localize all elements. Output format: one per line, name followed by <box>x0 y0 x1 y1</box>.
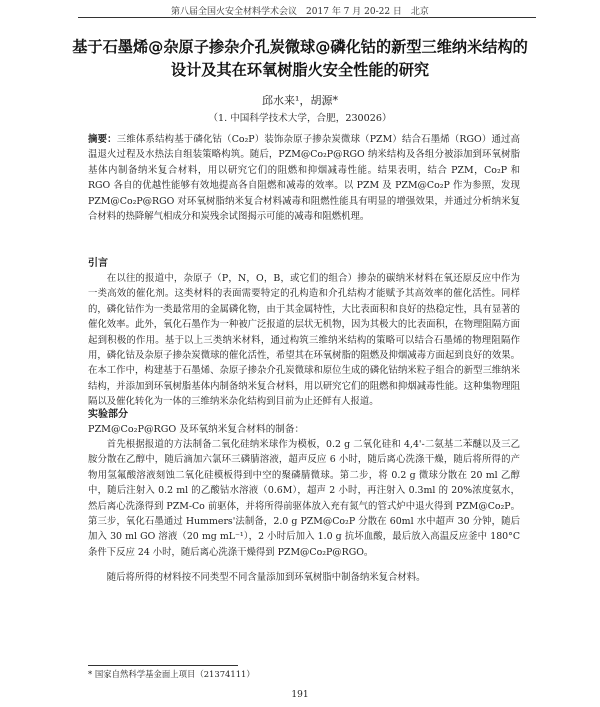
title-line-1: 基于石墨烯@杂原子掺杂介孔炭微球@磷化钴的新型三维纳米结构的 <box>72 38 528 56</box>
abstract-text: 三维体系结构基于磷化钴（Co₂P）装饰杂原子掺杂炭微球（PZM）结合石墨烯（RGO）通过高温退火过程及水热法自组装策略构筑。随后，PZM@Co₂P@RGO 纳米结构及各组分被添加到环氧树脂基体内制备纳米复合材料，用以研究它们的阻燃和抑烟减毒性能。结果表明，结合 PZM，Co₂P 和 RGO 各自的优越性能够有效地提高各自阻燃和减毒的效率。以 PZM 及 PZM@Co₂P 作为参照，发现 PZM@Co₂P@RGO 对环氧树脂纳米复合材料减毒和阻燃性能具有明显的增强效果，并通过分析纳米复合材料的热降解气相成分和炭残余试图揭示可能的减毒和阻燃机理。 <box>88 134 520 223</box>
methods-paragraph-1: 首先根据报道的方法制备二氧化硅纳米球作为模板，0.2 g 二氧化硅和 4,4'-二氨基二苯醚以及三乙胺分散在乙醇中，随后滴加六氯环三磷腈溶液，超声反应 6 小时，随后离心洗涤干燥，随后将所得的产物用氢氟酸溶液刻蚀二氧化硅模板得到中空的聚磷腈微球。第二步，将 0.2 g 微球分散在 20 ml 乙醇中，随后注射入 0.2 ml 的乙酸钴水溶液（0.6M），超声 2 小时，再注射入 0.3ml 的 20%浓度氨水，然后离心洗涤得到 PZM-Co 前驱体，并将所得前驱体放入充有氮气的管式炉中退火得到 PZM@Co₂P。第三步，氧化石墨通过 Hummers'法制备，2.0 g PZM@Co₂P 分散在 60ml 水中超声 30 分钟，随后加入 30 ml GO 溶液（20 mg mL⁻¹），2 小时后加入 1.0 g 抗坏血酸，最后放入高温反应釜中 180°C 条件下反应 24 小时，随后离心洗涤干燥得到 PZM@Co₂P@RGO。 <box>88 439 520 558</box>
header-rule <box>78 17 536 18</box>
page-number: 191 <box>291 690 309 700</box>
paper-title <box>40 36 560 82</box>
footnote-rule <box>88 665 238 666</box>
methods-paragraph-2: 随后将所得的材料按不同类型不同含量添加到环氧树脂中制备纳米复合材料。 <box>106 572 426 583</box>
intro-paragraph: 在以往的报道中，杂原子（P，N，O，B，或它们的组合）掺杂的碳纳米材料在氧还原反应中作为一类高效的催化剂。这类材料的表面需要特定的孔构造和介孔结构才能赋予其高效率的催化活性。同样的，磷化钴作为一类最常用的金属磷化物，由于其金属特性，大比表面积和良好的热稳定性，具有显著的催化效率。此外，氧化石墨作为一种被广泛报道的层状无机物，因为其极大的比表面积，在物理阻隔方面起到积极的作用。基于以上三类纳米材料，通过构筑三维纳米结构的策略可以结合石墨烯的物理阻隔作用，磷化钴及杂原子掺杂炭微球的催化活性，希望其在环氧树脂的阻燃及抑烟减毒方面起到良好的效果。在本工作中，构建基于石墨烯、杂原子掺杂介孔炭微球和原位生成的磷化钴纳米粒子组合的新型三维纳米结构，并添加到环氧树脂基体内制备纳米复合材料，用以研究它们的阻燃和抑烟减毒性能。这种集物理阻隔以及催化转化为一体的三维纳米杂化结构到目前为止还鲜有人报道。 <box>88 273 520 408</box>
title-line-2: 设计及其在环氧树脂火安全性能的研究 <box>170 61 430 79</box>
methods-subheading: PZM@Co₂P@RGO 及环氧纳米复合材料的制备： <box>88 424 305 435</box>
intro-section <box>88 271 520 410</box>
methods-heading: 实验部分 <box>88 409 128 420</box>
running-header: 第八届全国火安全材料学术会议 2017 年 7 月 20-22 日 北京 <box>171 7 429 17</box>
affiliation: （1. 中国科学技术大学，合肥，230026） <box>208 113 392 124</box>
abstract-label: 摘要： <box>88 134 117 145</box>
abstract <box>88 132 520 224</box>
authors: 邱水来¹，胡源* <box>262 94 338 107</box>
footnote: * 国家自然科学基金面上项目（21374111） <box>88 669 255 679</box>
intro-heading: 引言 <box>88 258 108 269</box>
methods-section-end <box>88 570 520 585</box>
methods-section <box>88 437 520 560</box>
